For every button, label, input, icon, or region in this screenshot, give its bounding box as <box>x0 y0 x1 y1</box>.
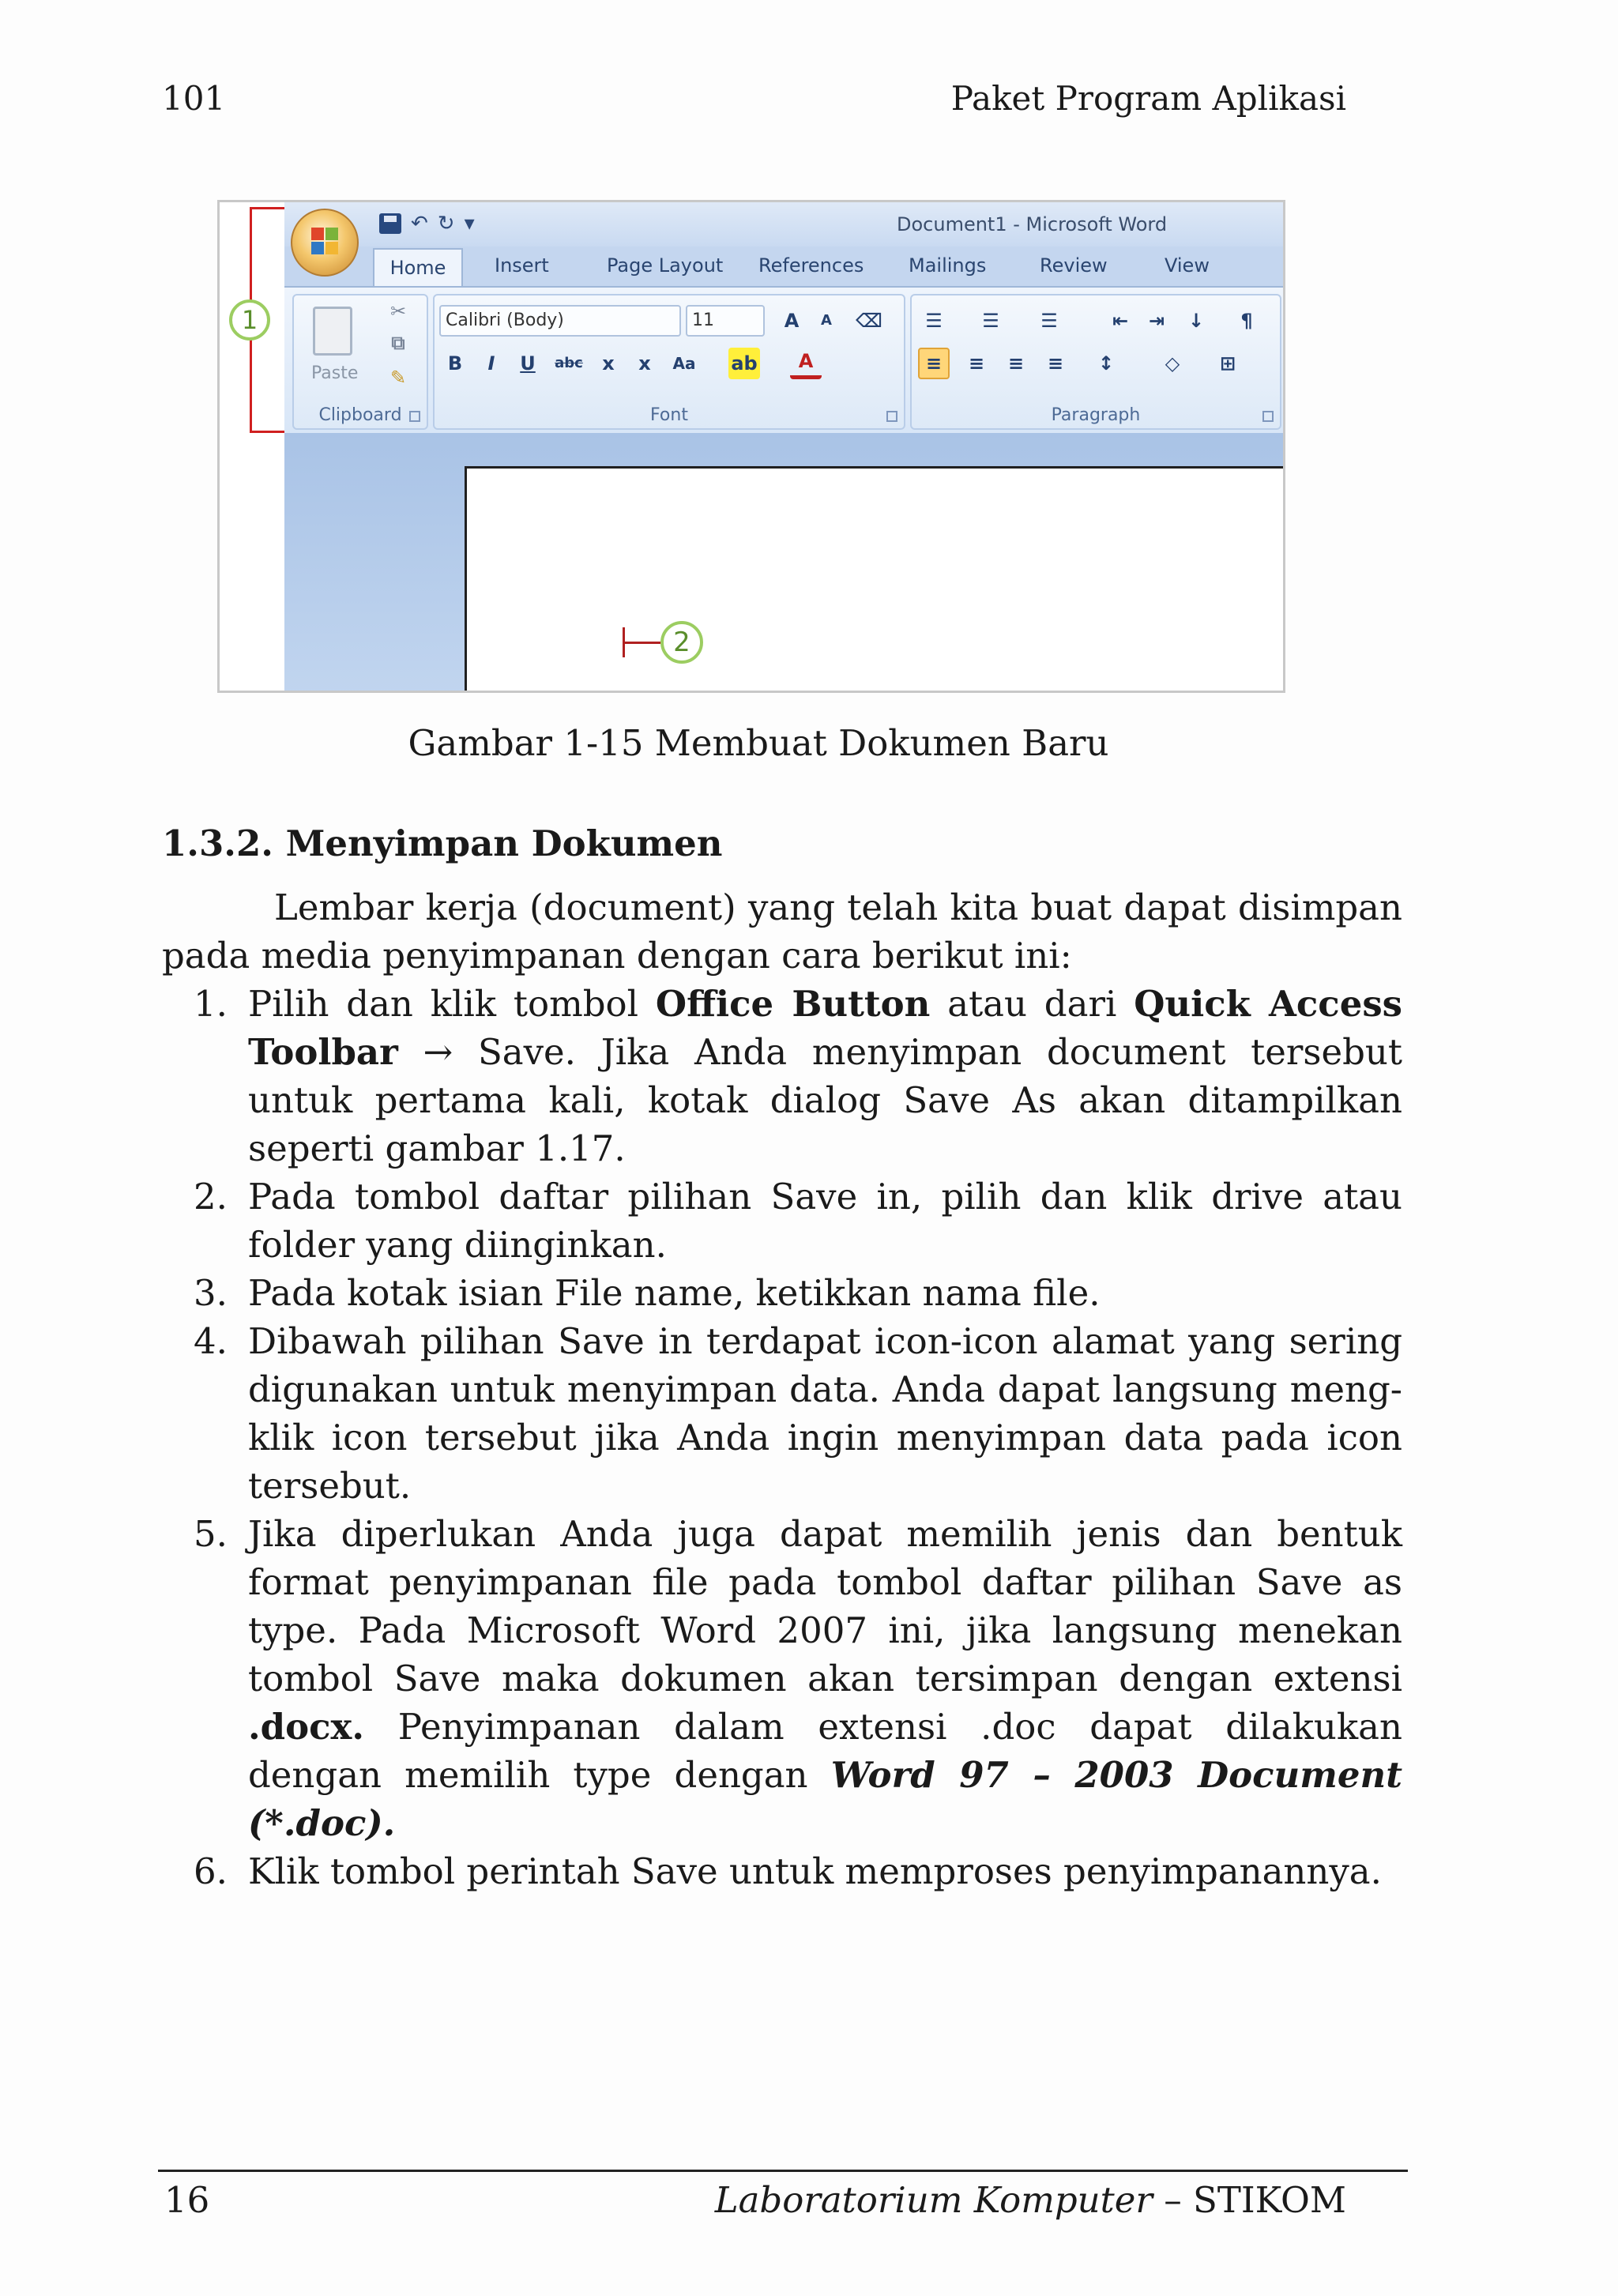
show-formatting-icon[interactable]: ¶ <box>1240 310 1253 332</box>
step-text: Pada tombol daftar pilihan Save in, pilih dan klik drive atau folder yang diinginkan. <box>248 1176 1402 1266</box>
intro-paragraph: Lembar kerja (document) yang telah kita buat dapat disimpan pada media penyimpanan dengan cara berikut ini: <box>162 886 1402 977</box>
group-label-font: Font <box>650 405 688 425</box>
tab-home[interactable]: Home <box>373 248 463 288</box>
dialog-launcher-icon[interactable] <box>886 411 897 422</box>
grow-font-icon[interactable]: A <box>784 310 800 332</box>
group-paragraph <box>910 294 1281 430</box>
step-text: Pilih dan klik tombol <box>248 983 656 1025</box>
strikethrough-icon[interactable]: abc <box>555 355 583 371</box>
borders-icon[interactable]: ⊞ <box>1219 352 1236 375</box>
align-center-icon[interactable]: ≡ <box>968 352 985 375</box>
sort-icon[interactable]: ↓ <box>1187 310 1205 332</box>
shrink-font-icon[interactable]: A <box>821 312 832 329</box>
decrease-indent-icon[interactable]: ⇤ <box>1112 310 1129 332</box>
customize-icon[interactable]: ▾ <box>464 212 475 235</box>
callout-line <box>623 642 660 644</box>
list-number: 3. <box>194 1272 228 1314</box>
footer-org: STIKOM <box>1193 2179 1346 2221</box>
highlight-icon[interactable]: ab <box>728 348 760 379</box>
footer-lab-name <box>715 2179 1346 2221</box>
redo-icon[interactable]: ↻ <box>437 212 455 235</box>
save-icon[interactable] <box>379 213 401 234</box>
section-heading: 1.3.2. Menyimpan Dokumen <box>162 822 723 864</box>
ribbon <box>284 286 1285 433</box>
shading-icon[interactable]: ◇ <box>1165 352 1180 375</box>
list-number: 1. <box>194 983 228 1025</box>
steps-list <box>162 980 1402 1895</box>
tab-view[interactable]: View <box>1165 254 1210 277</box>
align-left-icon[interactable]: ≡ <box>918 348 950 379</box>
step-text: atau dari <box>930 983 1134 1025</box>
step-text: Dibawah pilihan Save in terdapat icon-icon alamat yang sering digunakan untuk menyimpan data. Anda dapat langsung meng-klik icon tersebut jika Anda ingin menyimpan data pada icon tersebut. <box>248 1320 1402 1507</box>
callout-2: 2 <box>660 621 703 664</box>
list-item <box>162 980 1402 1172</box>
list-item <box>162 1510 1402 1847</box>
window-title: Document1 - Microsoft Word <box>897 213 1168 235</box>
word-window <box>284 202 1285 693</box>
list-number: 5. <box>194 1513 228 1555</box>
format-painter-icon[interactable]: ✎ <box>389 367 407 389</box>
clear-formatting-icon[interactable]: ⌫ <box>856 310 882 332</box>
underline-icon[interactable]: U <box>520 352 536 375</box>
header-book-title: Paket Program Aplikasi <box>950 79 1346 118</box>
list-number: 4. <box>194 1320 228 1362</box>
figure-word-screenshot <box>217 200 1285 693</box>
font-size-box[interactable]: 11 <box>686 305 765 337</box>
copy-icon[interactable]: ⧉ <box>391 332 405 354</box>
group-label-paragraph: Paragraph <box>1051 405 1141 425</box>
list-item <box>162 1269 1402 1317</box>
bullets-icon[interactable]: ☰ <box>925 310 943 332</box>
figure-caption: Gambar 1-15 Membuat Dokumen Baru <box>408 722 1109 764</box>
list-item <box>162 1172 1402 1269</box>
list-number: 6. <box>194 1850 228 1892</box>
dialog-launcher-icon[interactable] <box>409 411 420 422</box>
office-button-term: Office Button <box>655 983 931 1025</box>
step-text: Penyimpanan dalam extensi .doc dapat dilakukan dengan memilih type dengan <box>248 1706 1402 1796</box>
superscript-icon[interactable]: x <box>638 352 651 375</box>
document-page[interactable] <box>465 466 1285 693</box>
tab-references[interactable]: References <box>758 254 864 277</box>
font-color-icon[interactable]: A <box>790 348 822 379</box>
step-text: Pada kotak isian File name, ketikkan nama file. <box>248 1272 1101 1314</box>
office-logo-icon <box>311 228 340 256</box>
tab-mailings[interactable]: Mailings <box>909 254 987 277</box>
numbering-icon[interactable]: ☰ <box>982 310 999 332</box>
font-name-box[interactable]: Calibri (Body) <box>439 305 681 337</box>
tab-page-layout[interactable]: Page Layout <box>607 254 724 277</box>
docx-term: .docx. <box>248 1706 365 1748</box>
step-text: Klik tombol perintah Save untuk memproses penyimpanannya. <box>248 1850 1382 1892</box>
group-label-clipboard: Clipboard <box>318 405 402 425</box>
callout-1: 1 <box>229 299 270 341</box>
paste-label: Paste <box>311 363 359 383</box>
footer-rule <box>158 2170 1408 2172</box>
change-case-icon[interactable]: Aa <box>672 354 696 373</box>
italic-icon[interactable]: I <box>487 352 495 375</box>
increase-indent-icon[interactable]: ⇥ <box>1148 310 1165 332</box>
tab-review[interactable]: Review <box>1040 254 1108 277</box>
group-font <box>433 294 905 430</box>
dialog-launcher-icon[interactable] <box>1262 411 1274 422</box>
group-clipboard <box>292 294 428 430</box>
paste-icon[interactable] <box>313 307 352 356</box>
multilevel-list-icon[interactable]: ☰ <box>1040 310 1058 332</box>
header-page-number: 101 <box>162 79 226 118</box>
office-button[interactable] <box>291 209 359 277</box>
bold-icon[interactable]: B <box>447 352 463 375</box>
list-number: 2. <box>194 1176 228 1218</box>
justify-icon[interactable]: ≡ <box>1047 352 1064 375</box>
align-right-icon[interactable]: ≡ <box>1007 352 1025 375</box>
subscript-icon[interactable]: x <box>602 352 615 375</box>
undo-icon[interactable]: ↶ <box>411 212 428 235</box>
quick-access-toolbar <box>379 212 475 235</box>
footer-dash: – <box>1152 2179 1193 2221</box>
footer-page-number: 16 <box>164 2179 210 2221</box>
line-spacing-icon[interactable]: ↕ <box>1097 352 1115 375</box>
footer-lab: Laboratorium Komputer <box>714 2179 1153 2221</box>
list-item <box>162 1847 1402 1895</box>
quick-access-toolbar-term: Quick Access Toolbar <box>248 983 1402 1073</box>
cut-icon[interactable]: ✂ <box>389 300 407 322</box>
title-bar <box>284 202 1285 247</box>
step-text: Jika diperlukan Anda juga dapat memilih jenis dan bentuk format penyimpanan file pada tombol daftar pilihan Save as type. Pada Microsoft Word 2007 ini, jika langsung menekan tombol Save maka dokumen akan tersimpan dengan extensi <box>248 1513 1402 1699</box>
step-text: → Save. Jika Anda menyimpan document tersebut untuk pertama kali, kotak dialog Save As akan ditampilkan seperti gambar 1.17. <box>248 1031 1402 1169</box>
list-item <box>162 1317 1402 1510</box>
word-97-2003-term: Word 97 – 2003 Document (*.doc). <box>248 1754 1402 1844</box>
tab-insert[interactable]: Insert <box>495 254 549 277</box>
